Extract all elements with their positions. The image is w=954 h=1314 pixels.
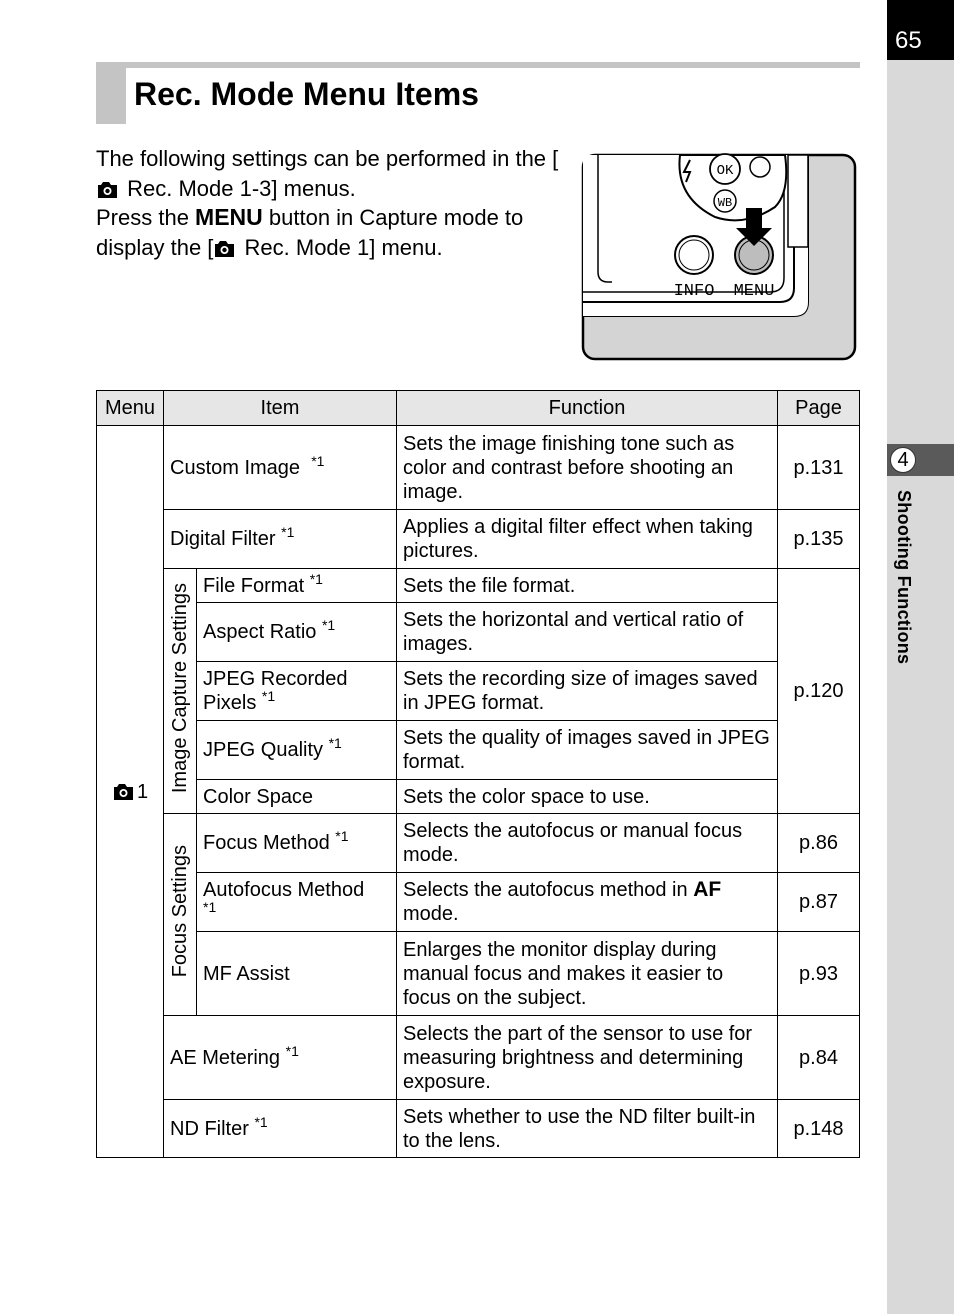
table-row — [97, 1016, 860, 1100]
rec-mode-menu-table — [96, 390, 860, 1158]
svg-text:MENU: MENU — [733, 282, 775, 301]
function-cell: Selects the part of the sensor to use for measuring brightness and determining exposure. — [397, 1016, 778, 1100]
table-row — [97, 873, 860, 932]
page-cell: p.120 — [778, 569, 860, 814]
table-row — [97, 510, 860, 569]
function-cell: Applies a digital filter effect when taking pictures. — [397, 510, 778, 569]
item-cell: AE Metering $^{*1}$ — [164, 1016, 397, 1100]
camera-icon — [113, 783, 134, 800]
item-cell: Aspect Ratio $^{*1}$ — [197, 603, 397, 662]
table-row — [97, 814, 860, 873]
function-cell: Sets the recording size of images saved in JPEG format. — [397, 662, 778, 721]
function-cell: Sets the image finishing tone such as color and contrast before shooting an image. — [397, 426, 778, 510]
table-row — [97, 662, 860, 721]
table-header-row — [97, 391, 860, 426]
item-cell: Custom Image $^{*1}$ — [164, 426, 397, 510]
table-row — [97, 932, 860, 1016]
page-number: 65 — [895, 27, 922, 54]
function-cell: Enlarges the monitor display during manual focus and makes it easier to focus on the subject. — [397, 932, 778, 1016]
item-cell: Autofocus Method *1 — [197, 873, 397, 932]
table-row — [97, 569, 860, 603]
svg-text:OK: OK — [716, 163, 734, 179]
page-cell: p.84 — [778, 1016, 860, 1100]
table-row — [97, 426, 860, 510]
table-row — [97, 780, 860, 814]
item-cell: Digital Filter $^{*1}$ — [164, 510, 397, 569]
chapter-number: 4 — [897, 449, 909, 471]
table-row — [97, 603, 860, 662]
table-row — [97, 721, 860, 780]
camera-back-illustration — [580, 152, 858, 362]
svg-text:WB: WB — [717, 196, 733, 210]
function-cell: Sets the file format. — [397, 569, 778, 603]
menu-button-label: MENU — [195, 204, 263, 230]
group-focus-settings: Focus Settings — [164, 814, 197, 1016]
header-menu: Menu — [97, 391, 164, 426]
page-cell: p.86 — [778, 814, 860, 873]
function-cell: Sets whether to use the ND filter built-in to the lens. — [397, 1100, 778, 1158]
af-mode-label: AF — [693, 878, 722, 901]
page-cell: p.131 — [778, 426, 860, 510]
item-cell: JPEG Recorded Pixels $^{*1}$ — [197, 662, 397, 721]
svg-text:INFO: INFO — [673, 282, 715, 301]
camera-icon — [97, 181, 118, 198]
page-cell: p.148 — [778, 1100, 860, 1158]
header-page: Page — [778, 391, 860, 426]
header-function: Function — [397, 391, 778, 426]
page-cell: p.93 — [778, 932, 860, 1016]
item-cell: File Format $^{*1}$ — [197, 569, 397, 603]
table-row — [97, 1100, 860, 1158]
menu-cell: 1 — [97, 426, 164, 1158]
item-cell: Color Space — [197, 780, 397, 814]
item-cell: ND Filter $^{*1}$ — [164, 1100, 397, 1158]
intro-paragraph: The following settings can be performed in the [ Rec. Mode 1-3] menus. Press the MENU button in Capture mode to display the [ Rec. Mode 1] menu. — [96, 146, 559, 260]
function-cell: Sets the quality of images saved in JPEG format. — [397, 721, 778, 780]
item-cell: MF Assist — [197, 932, 397, 1016]
item-cell: JPEG Quality $^{*1}$ — [197, 721, 397, 780]
chapter-title: Shooting Functions — [894, 490, 914, 665]
page-heading: Rec. Mode Menu Items — [134, 76, 479, 112]
function-cell: Sets the horizontal and vertical ratio of images. — [397, 603, 778, 662]
group-image-capture-settings: Image Capture Settings — [164, 569, 197, 814]
page-cell: p.87 — [778, 873, 860, 932]
item-cell: Focus Method $^{*1}$ — [197, 814, 397, 873]
camera-icon — [214, 240, 235, 257]
function-cell: Selects the autofocus or manual focus mode. — [397, 814, 778, 873]
header-item: Item — [164, 391, 397, 426]
function-cell: Sets the color space to use. — [397, 780, 778, 814]
page-cell: p.135 — [778, 510, 860, 569]
function-cell: Selects the autofocus method in AF mode. — [397, 873, 778, 932]
